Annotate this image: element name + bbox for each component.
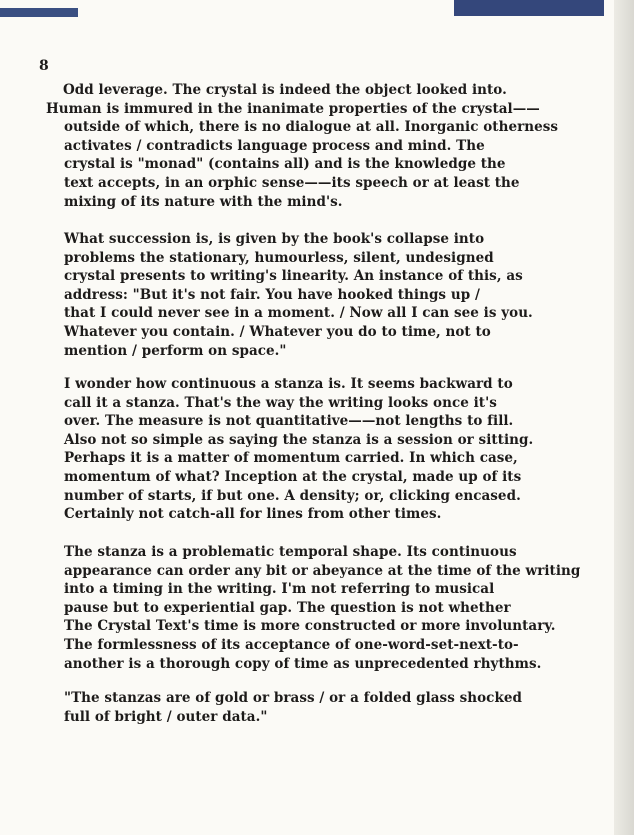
page-number: 8	[39, 58, 49, 74]
paragraph-3	[64, 375, 533, 524]
paragraph-4	[64, 543, 580, 673]
text-line: mixing of its nature with the mind's.	[64, 193, 343, 210]
text-line: The Crystal Text's time is more constructed or more involuntary.	[64, 618, 556, 635]
text-line: Odd leverage. The crystal is indeed the object looked into.	[63, 82, 507, 98]
text-line: over. The measure is not quantitative——not lengths to fill.	[64, 413, 514, 430]
text-line: address: "But it's not fair. You have hooked things up /	[64, 286, 480, 303]
paragraph-1	[46, 81, 558, 211]
text-line: Whatever you contain. / Whatever you do to time, not to	[64, 323, 491, 340]
text-line: The stanza is a problematic temporal shape. Its continuous	[64, 544, 517, 560]
text-line: pause but to experiential gap. The question is not whether	[64, 599, 511, 616]
text-line: number of starts, if but one. A density; or, clicking encased.	[64, 487, 521, 504]
text-line: activates / contradicts language process and mind. The	[64, 137, 485, 154]
paragraph-5	[64, 689, 522, 726]
top-right-color-strip	[454, 0, 604, 16]
text-line: another is a thorough copy of time as unprecedented rhythms.	[64, 655, 542, 672]
text-line: into a timing in the writing. I'm not referring to musical	[64, 581, 495, 598]
text-line: crystal is "monad" (contains all) and is the knowledge the	[64, 156, 506, 173]
page-right-edge	[614, 0, 634, 835]
text-line: problems the stationary, humourless, silent, undesigned	[64, 249, 494, 266]
text-line: crystal presents to writing's linearity. An instance of this, as	[64, 268, 523, 285]
text-line: Also not so simple as saying the stanza is a session or sitting.	[64, 431, 534, 448]
text-line: text accepts, in an orphic sense——its speech or at least the	[64, 174, 520, 191]
text-line: Perhaps it is a matter of momentum carried. In which case,	[64, 450, 518, 467]
top-left-color-strip	[0, 8, 78, 17]
text-line: "The stanzas are of gold or brass / or a folded glass shocked	[64, 690, 522, 706]
text-line: I wonder how continuous a stanza is. It seems backward to	[64, 376, 513, 392]
text-line: Certainly not catch-all for lines from other times.	[64, 506, 442, 523]
text-line: momentum of what? Inception at the crystal, made up of its	[64, 468, 522, 485]
text-line: full of bright / outer data."	[64, 708, 268, 725]
text-line: outside of which, there is no dialogue at all. Inorganic otherness	[64, 119, 559, 136]
text-line: call it a stanza. That's the way the writing looks once it's	[64, 394, 497, 411]
text-line: What succession is, is given by the book's collapse into	[64, 231, 485, 247]
text-line: The formlessness of its acceptance of one-word-set-next-to-	[64, 636, 519, 653]
text-line: appearance can order any bit or abeyance at the time of the writing	[64, 562, 581, 579]
text-line: that I could never see in a moment. / Now all I can see is you.	[64, 305, 533, 322]
paragraph-2	[64, 230, 533, 360]
text-line: Human is immured in the inanimate properties of the crystal——	[46, 100, 540, 117]
text-line: mention / perform on space."	[64, 342, 287, 359]
